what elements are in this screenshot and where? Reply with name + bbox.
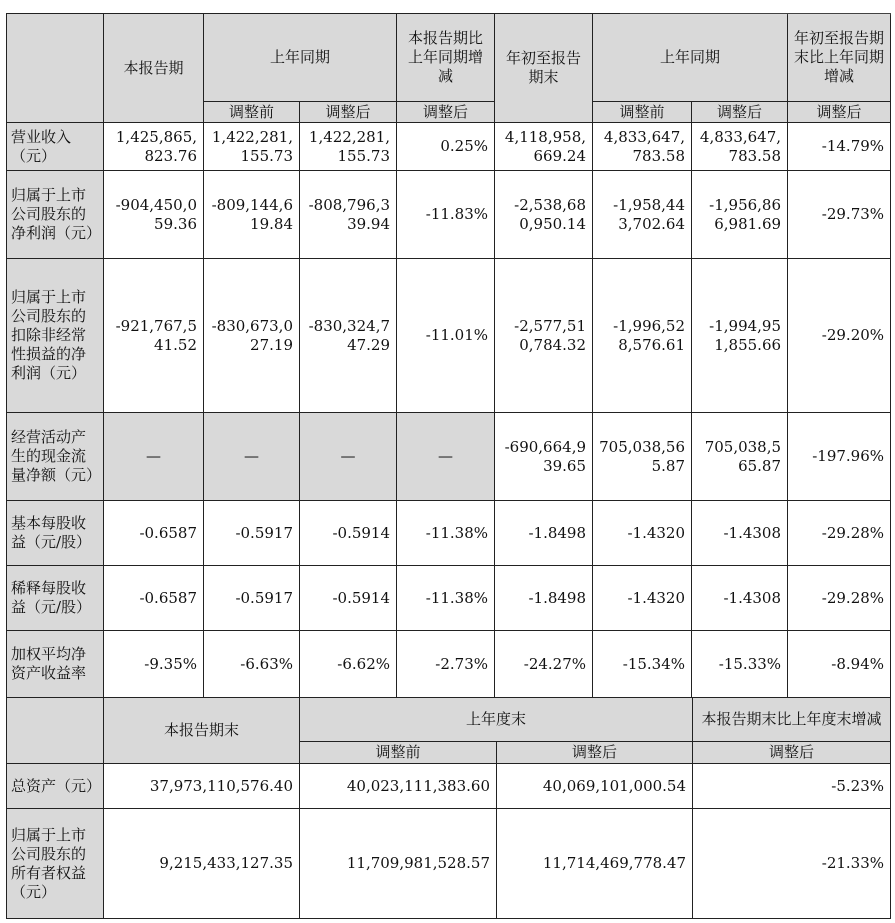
cell: -1,994,951,855.66 [692,259,788,413]
header-period-end: 本报告期末 [104,698,300,764]
cell: 4,833,647,783.58 [593,123,692,171]
cell: -15.33% [692,631,788,698]
table-row [7,501,891,566]
row-label: 基本每股收益（元/股） [7,501,104,566]
header-after-adjust: 调整后 [300,102,397,123]
cell: -0.5917 [204,566,300,631]
cell: 40,023,111,383.60 [300,764,497,809]
cell: -11.83% [397,171,495,259]
period-end-balance-table [6,697,891,919]
cell: -830,324,747.29 [300,259,397,413]
cell: -0.5914 [300,501,397,566]
row-label: 归属于上市公司股东的净利润（元） [7,171,104,259]
header-after-adjust-change: 调整后 [397,102,495,123]
cell: -1.8498 [495,501,593,566]
header-before-adjust-2: 调整前 [593,102,692,123]
corner-cell [7,14,104,123]
cell: -1,996,528,576.61 [593,259,692,413]
cell: -11.01% [397,259,495,413]
table-row [7,259,891,413]
header-prior-same-period: 上年同期 [204,14,397,102]
header-ytd-change: 年初至报告期末比上年同期增减 [788,14,891,102]
cell: 0.25% [397,123,495,171]
cell: -29.20% [788,259,891,413]
corner-cell-2 [7,698,104,764]
row-label: 加权平均净资产收益率 [7,631,104,698]
cell: -11.38% [397,566,495,631]
header-prior-same-period-2: 上年同期 [593,14,788,102]
cell: -29.73% [788,171,891,259]
cell: 40,069,101,000.54 [497,764,693,809]
quarterly-financial-table [6,13,891,698]
cell: -2.73% [397,631,495,698]
cell: 9,215,433,127.35 [104,809,300,919]
table-row [7,631,891,698]
cell: -5.23% [693,764,891,809]
cell: -9.35% [104,631,204,698]
cell: -15.34% [593,631,692,698]
header-prior-year-end: 上年度末 [300,698,693,742]
cell: -0.5917 [204,501,300,566]
cell: -29.28% [788,501,891,566]
table-row [7,171,891,259]
cell: -0.6587 [104,566,204,631]
table-row [7,413,891,501]
cell: 4,118,958,669.24 [495,123,593,171]
cell: -24.27% [495,631,593,698]
cell: -921,767,541.52 [104,259,204,413]
header-after-adjust-3: 调整后 [497,742,693,764]
cell: 4,833,647,783.58 [692,123,788,171]
cell: 1,425,865,823.76 [104,123,204,171]
cell: -21.33% [693,809,891,919]
cell: 705,038,565.87 [692,413,788,501]
cell: -2,577,510,784.32 [495,259,593,413]
header-yoy-change: 本报告期比上年同期增减 [397,14,495,102]
cell: -6.63% [204,631,300,698]
table-row [7,123,891,171]
cell: -29.28% [788,566,891,631]
top-edge-fade [620,0,895,16]
cell: 1,422,281,155.73 [300,123,397,171]
header-before-adjust-3: 调整前 [300,742,497,764]
row-label: 营业收入（元） [7,123,104,171]
row-label: 经营活动产生的现金流量净额（元） [7,413,104,501]
cell: -1.4308 [692,566,788,631]
cell: — [104,413,204,501]
cell: 705,038,565.87 [593,413,692,501]
cell: -1.4308 [692,501,788,566]
cell: -1,958,443,702.64 [593,171,692,259]
cell: 37,973,110,576.40 [104,764,300,809]
header-period-end-change: 本报告期末比上年度末增减 [693,698,891,742]
header-after-adjust-change-2: 调整后 [788,102,891,123]
cell: -809,144,619.84 [204,171,300,259]
cell: — [204,413,300,501]
cell: -1.4320 [593,566,692,631]
cell: -904,450,059.36 [104,171,204,259]
table-row [7,566,891,631]
cell: -690,664,939.65 [495,413,593,501]
table-row [7,809,891,919]
cell: -14.79% [788,123,891,171]
row-label: 稀释每股收益（元/股） [7,566,104,631]
cell: -1.4320 [593,501,692,566]
cell: -0.5914 [300,566,397,631]
cell: -197.96% [788,413,891,501]
cell: -8.94% [788,631,891,698]
header-ytd: 年初至报告期末 [495,14,593,123]
cell: — [397,413,495,501]
cell: -1,956,866,981.69 [692,171,788,259]
header-before-adjust: 调整前 [204,102,300,123]
row-label: 总资产（元） [7,764,104,809]
cell: 11,714,469,778.47 [497,809,693,919]
header-after-adjust-2: 调整后 [692,102,788,123]
cell: 11,709,981,528.57 [300,809,497,919]
cell: -0.6587 [104,501,204,566]
header-after-adjust-change-3: 调整后 [693,742,891,764]
table-row [7,764,891,809]
cell: -830,673,027.19 [204,259,300,413]
cell: 1,422,281,155.73 [204,123,300,171]
row-label: 归属于上市公司股东的所有者权益（元） [7,809,104,919]
row-label: 归属于上市公司股东的扣除非经常性损益的净利润（元） [7,259,104,413]
header-current-period: 本报告期 [104,14,204,123]
cell: -808,796,339.94 [300,171,397,259]
cell: -1.8498 [495,566,593,631]
cell: -6.62% [300,631,397,698]
cell: -2,538,680,950.14 [495,171,593,259]
cell: -11.38% [397,501,495,566]
cell: — [300,413,397,501]
